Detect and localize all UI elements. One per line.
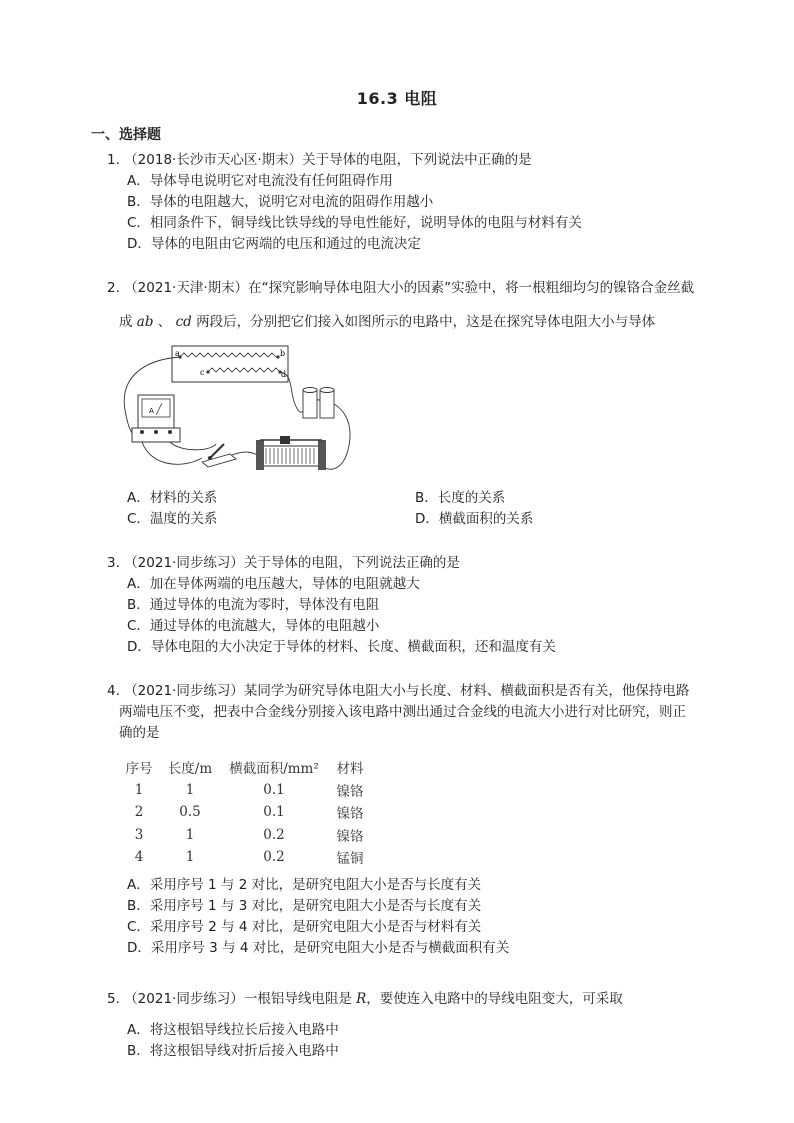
question-4-options bbox=[107, 875, 707, 959]
question-5-stem: 5. （2021·同步练习）一根铝导线电阻是 R，要使连入电路中的导线电阻变大，可采取 bbox=[107, 991, 623, 1007]
wire-cd-label: cd bbox=[175, 314, 192, 330]
table-header-row bbox=[118, 756, 372, 779]
question-5-option-b: B．将这根铝导线对折后接入电路中 bbox=[127, 1043, 339, 1059]
label-d: d bbox=[281, 370, 287, 379]
question-3 bbox=[107, 553, 707, 658]
table-header-area: 横截面积/mm² bbox=[229, 761, 319, 778]
question-1-stem: 1. （2018·长沙市天心区·期末）关于导体的电阻，下列说法中正确的是 bbox=[107, 152, 532, 168]
question-2-option-a: A．材料的关系 bbox=[127, 490, 218, 506]
table-row: 3 1 0.2 镍铬 bbox=[134, 826, 364, 845]
question-2 bbox=[107, 278, 707, 299]
question-4-option-b: B．采用序号 1 与 3 对比，是研究电阻大小是否与长度有关 bbox=[127, 898, 482, 914]
table-row: 4 1 0.2 锰铜 bbox=[134, 849, 364, 868]
question-3-option-c: C．通过导体的电流越大，导体的电阻越小 bbox=[127, 618, 380, 634]
circuit-diagram bbox=[120, 340, 360, 490]
table-header-material: 材料 bbox=[336, 761, 364, 778]
question-4-option-d: D．采用序号 3 与 4 对比，是研究电阻大小是否与横截面积有关 bbox=[127, 940, 510, 956]
question-4-stem-line1: 4. （2021·同步练习）某同学为研究导体电阻大小与长度、材料、横截面积是否有关，他保持电路 bbox=[107, 683, 690, 699]
label-b: b bbox=[280, 349, 286, 358]
question-4-stem-line3: 确的是 bbox=[119, 725, 160, 741]
question-4-option-c: C．采用序号 2 与 4 对比，是研究电阻大小是否与材料有关 bbox=[127, 919, 482, 935]
question-3-option-a: A．加在导体两端的电压越大，导体的电阻就越大 bbox=[127, 576, 420, 592]
battery-pack bbox=[303, 388, 334, 419]
question-2-option-c: C．温度的关系 bbox=[127, 511, 218, 527]
table-header-length: 长度/m bbox=[167, 761, 213, 778]
question-2-option-b: B．长度的关系 bbox=[415, 490, 506, 506]
question-1-option-b: B．导体的电阻越大，说明它对电流的阻碍作用越小 bbox=[127, 194, 434, 210]
question-4-option-a: A．采用序号 1 与 2 对比，是研究电阻大小是否与长度有关 bbox=[127, 877, 482, 893]
wire-ab-label: ab bbox=[136, 314, 154, 330]
label-a: a bbox=[175, 349, 180, 358]
question-1-option-d: D．导体的电阻由它两端的电压和通过的电流决定 bbox=[127, 236, 421, 252]
question-5-option-a: A．将这根铝导线拉长后接入电路中 bbox=[127, 1022, 339, 1038]
ammeter-label: A bbox=[149, 407, 154, 415]
ammeter bbox=[132, 395, 180, 442]
question-1 bbox=[107, 150, 707, 255]
question-2-option-d: D．横截面积的关系 bbox=[415, 511, 534, 527]
label-c: c bbox=[200, 368, 205, 377]
question-3-option-d: D．导体电阻的大小决定于导体的材料、长度、横截面积，还和温度有关 bbox=[127, 639, 556, 655]
question-4 bbox=[107, 681, 727, 744]
switch bbox=[202, 444, 236, 467]
table-header-index: 序号 bbox=[125, 761, 153, 778]
wire-cd bbox=[208, 368, 280, 372]
rheostat bbox=[256, 436, 326, 470]
question-5 bbox=[107, 989, 707, 1010]
wire-board bbox=[172, 346, 288, 382]
question-3-stem: 3. （2021·同步练习）关于导体的电阻，下列说法正确的是 bbox=[107, 555, 460, 571]
question-2-stem-line2: 成 ab 、 cd 两段后，分别把它们接入如图所示的电路中，这是在探究导体电阻大小与导体 bbox=[119, 314, 656, 330]
table-row: 1 1 0.1 镍铬 bbox=[134, 781, 364, 800]
question-1-option-c: C．相同条件下，铜导线比铁导线的导电性能好，说明导体的电阻与材料有关 bbox=[127, 215, 582, 231]
resistance-symbol: R bbox=[356, 991, 367, 1007]
question-4-stem-line2: 两端电压不变，把表中合金线分别接入该电路中测出通过合金线的电流大小进行对比研究，则正 bbox=[119, 704, 686, 720]
wire-ab bbox=[180, 353, 276, 357]
section-heading: 一、选择题 bbox=[91, 127, 161, 143]
question-1-option-a: A．导体导电说明它对电流没有任何阻碍作用 bbox=[127, 173, 393, 189]
table-row: 2 0.5 0.1 镍铬 bbox=[134, 804, 364, 823]
question-5-options bbox=[107, 1020, 707, 1062]
question-2-stem: 2. （2021·天津·期末）在“探究影响导体电阻大小的因素”实验中，将一根粗细均匀的镍铬合金丝截 bbox=[107, 280, 695, 296]
alloy-wire-table bbox=[118, 756, 372, 869]
question-3-option-b: B．通过导体的电流为零时，导体没有电阻 bbox=[127, 597, 380, 613]
page-title: 16.3 电阻 bbox=[356, 89, 438, 108]
